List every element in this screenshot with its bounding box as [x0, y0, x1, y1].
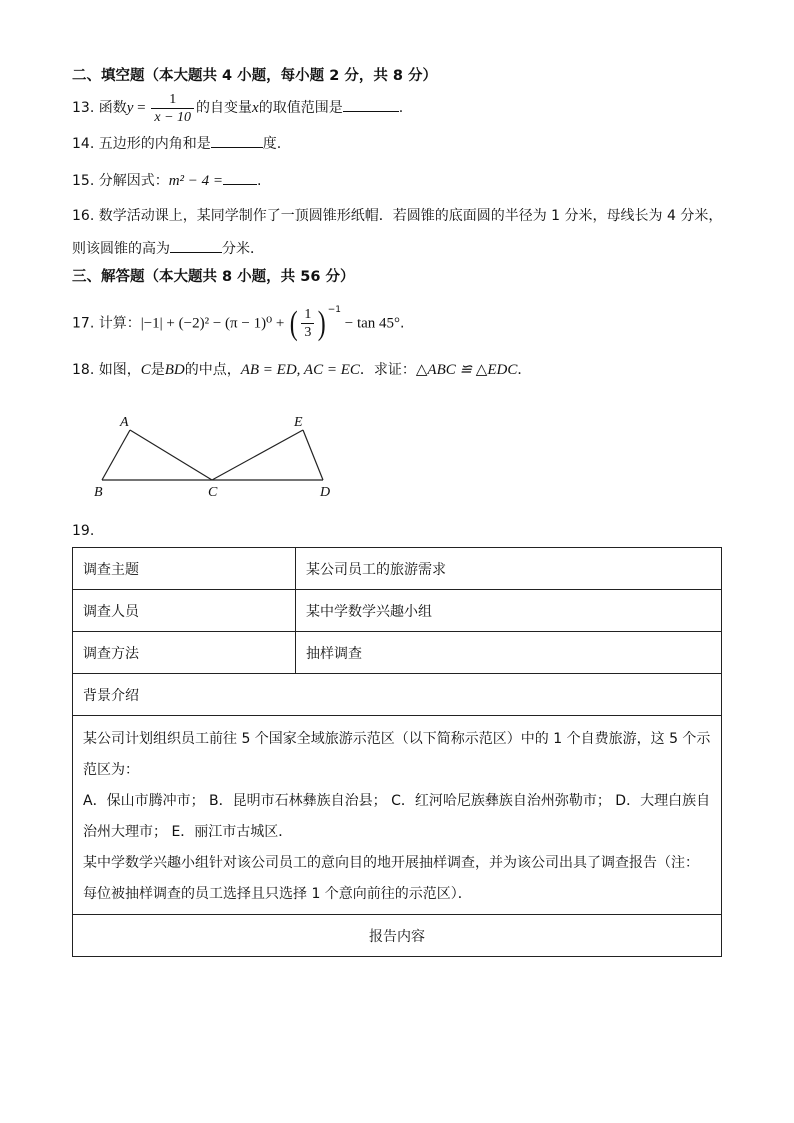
question-16 [72, 206, 722, 226]
var-y: y [126, 100, 134, 116]
question-number: 16. [72, 208, 95, 224]
period: . [398, 100, 404, 116]
background-content [73, 716, 722, 915]
q18-text: 是 [150, 362, 165, 378]
fraction [151, 91, 194, 126]
table-cell-value: 某公司员工的旅游需求 [296, 548, 722, 590]
table-cell-label: 调查方法 [73, 632, 296, 674]
table-cell-label: 调查主题 [73, 548, 296, 590]
question-number: 18. [72, 362, 95, 378]
given-conditions: AB = ED, AC = EC [240, 362, 360, 378]
line-ac [130, 430, 212, 480]
section-2-title: 二、填空题（本大题共 4 小题，每小题 2 分，共 8 分） [72, 68, 438, 84]
fraction [301, 306, 314, 341]
line-ba [102, 430, 130, 480]
math-expression-part2: − tan 45° [340, 315, 401, 332]
question-16-line2 [72, 238, 264, 259]
period: ． [517, 362, 532, 378]
proof-statement: △ABC ≌ △EDC [415, 362, 518, 378]
question-13 [72, 88, 403, 128]
q17-text: 计算： [98, 315, 141, 332]
left-paren: ( [289, 304, 298, 342]
question-18 [72, 360, 531, 380]
question-number: 15. [72, 173, 95, 189]
question-number: 14. [72, 136, 95, 152]
q13-text-mid: 的自变量 [196, 100, 253, 116]
q18-text: 如图， [98, 362, 141, 378]
q15-text: 分解因式： [98, 173, 169, 189]
question-15 [72, 170, 262, 191]
question-19: 19. [72, 523, 95, 539]
table-row [73, 674, 722, 716]
survey-table [72, 547, 722, 957]
q18-text: ．求证： [359, 362, 416, 378]
point-c: C [140, 362, 151, 378]
q13-text: 函数 [98, 100, 127, 116]
q13-text-post: 的取值范围是 [258, 100, 343, 116]
table-row [73, 632, 722, 674]
label-b: B [94, 485, 103, 500]
period: . [257, 173, 262, 189]
table-cell-value: 抽样调查 [296, 632, 722, 674]
line-ce [212, 430, 303, 480]
var-x: x [252, 100, 259, 116]
background-paragraph: 某中学数学兴趣小组针对该公司员工的意向目的地开展抽样调查，并为该公司出具了调查报告（注：每位被抽样调查的员工选择且只选择 1 个意向前往的示范区）． [83, 855, 699, 902]
q14-text: 五边形的内角和是 [98, 136, 211, 152]
label-e: E [294, 415, 303, 430]
fraction-denominator: x − 10 [154, 109, 192, 125]
question-number: 13. [72, 100, 95, 116]
table-row [73, 915, 722, 957]
equals: = [133, 100, 150, 116]
fraction-denominator: 3 [304, 325, 312, 341]
label-d: D [320, 485, 331, 500]
right-paren: ) [318, 304, 327, 342]
q16-text-post: 分米． [222, 241, 264, 257]
answer-blank [211, 133, 263, 148]
fraction-numerator: 1 [151, 91, 194, 109]
q18-text: 的中点， [184, 362, 241, 378]
triangle-figure [90, 408, 340, 500]
exponent: −1 [327, 305, 341, 315]
label-a: A [120, 415, 129, 430]
table-cell-value: 某中学数学兴趣小组 [296, 590, 722, 632]
answer-blank [223, 170, 257, 185]
background-paragraph: 某公司计划组织员工前往 5 个国家全域旅游示范区（以下简称示范区）中的 1 个自费旅游，这 5 个示范区为： [83, 731, 711, 778]
question-number: 17. [72, 315, 95, 332]
background-options: A．保山市腾冲市； B．昆明市石林彝族自治县； C．红河哈尼族彝族自治州弥勒市； D．大理白族自治州大理市； E．丽江市古城区． [83, 793, 711, 840]
fraction-numerator: 1 [301, 306, 314, 324]
q16-text-line1: 数学活动课上，某同学制作了一顶圆锥形纸帽．若圆锥的底面圆的半径为 1 分米，母线长为 4 分米， [98, 208, 723, 224]
table-row [73, 590, 722, 632]
question-17 [72, 295, 404, 345]
math-expression: m² − 4 = [168, 173, 224, 189]
label-c: C [208, 485, 218, 500]
q14-text-post: 度. [262, 136, 282, 152]
math-expression-part1: |−1| + (−2)² − (π − 1)⁰ + [140, 315, 289, 332]
question-14 [72, 133, 281, 154]
table-cell-label: 调查人员 [73, 590, 296, 632]
background-header: 背景介绍 [73, 674, 722, 716]
section-3-title: 三、解答题（本大题共 8 小题，共 56 分） [72, 269, 355, 285]
answer-blank [343, 97, 399, 112]
period: . [400, 315, 405, 332]
q16-text-line2: 则该圆锥的高为 [72, 241, 170, 257]
segment-bd: BD [164, 362, 185, 378]
line-ed [303, 430, 323, 480]
table-row [73, 716, 722, 915]
answer-blank [170, 238, 222, 253]
report-header: 报告内容 [73, 915, 722, 957]
table-row [73, 548, 722, 590]
